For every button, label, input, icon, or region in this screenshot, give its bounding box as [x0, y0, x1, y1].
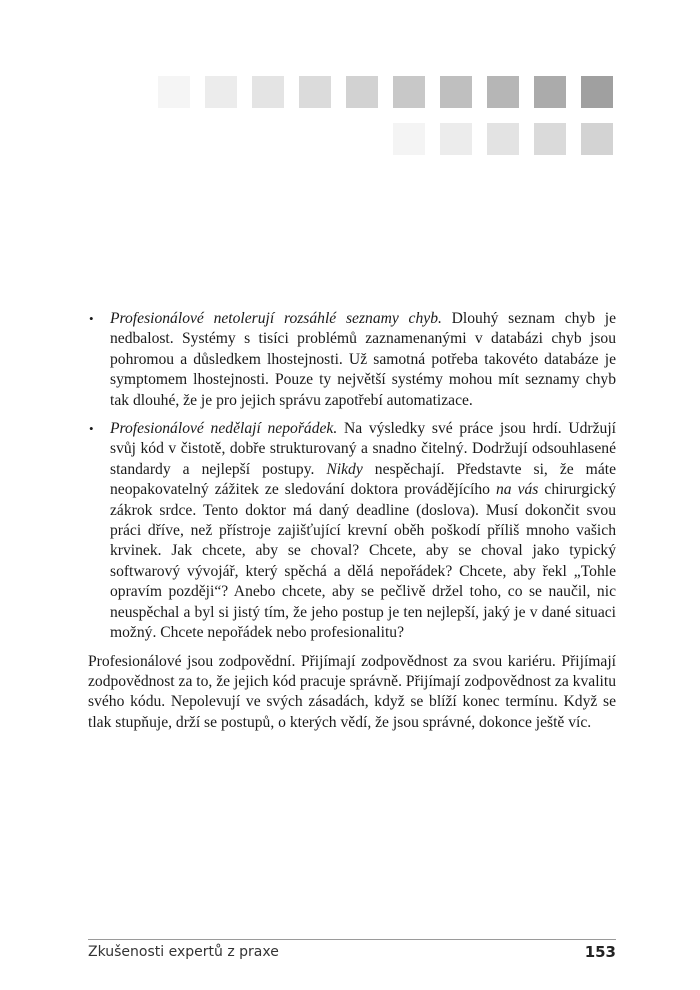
- list-item-text: Dlouhý seznam chyb je nedbalost. Systémy s tisíci problémů zaznamenanými v databázi chyb jsou pohromou a důsledkem lhostejnosti. Už samotná potřeba takovéto databáze je symptomem lhostejnosti. Pouze ty největší systémy mohou mít seznamy chyb tak dlouhé, že je pro jejich správu zapotřebí automatizace.: [110, 310, 617, 409]
- decorative-square: [205, 76, 237, 108]
- decorative-square: [581, 123, 613, 155]
- decorative-square: [581, 76, 613, 108]
- footer-rule: [88, 939, 616, 940]
- bullet-list: [88, 309, 616, 644]
- bullet-icon: •: [89, 311, 94, 326]
- decorative-square: [534, 123, 566, 155]
- running-footer-title: Zkušenosti expertů z praxe: [88, 944, 279, 960]
- page-body: [88, 309, 616, 733]
- list-item: [88, 419, 616, 643]
- decorative-square: [440, 123, 472, 155]
- body-paragraph: Profesionálové jsou zodpovědní. Přijímají zodpovědnost za svou kariéru. Přijímají zodpovědnost za to, že jejich kód pracuje správně. Přijímají zodpovědnost za kvalitu svého kódu. Nepolevují ve svých zásadách, když se blíží konec termínu. Když se tlak stupňuje, drží se postupů, o kterých vědí, že jsou správné, dokonce ještě víc.: [88, 652, 616, 731]
- list-item-text: chirurgický zákrok srdce. Tento doktor má daný deadline (doslova). Musí dokončit svou práci dříve, než přístroje zajišťující krevní oběh poškodí příliš mnoho vašich krvinek. Jak chcete, aby se choval? Chcete, aby se choval jako typický softwarový vývojář, který spěchá a dělá nepořádek? Chcete, aby řekl „Tohle opravím později“? Anebo chcete, aby se pečlivě držel toho, co se naučil, nic neuspěchal a byl si jistý tím, že jeho postup je ten nejlepší, jaký je v dané situaci možný. Chcete nepořádek nebo profesionalitu?: [110, 481, 616, 642]
- decorative-square: [158, 76, 190, 108]
- decorative-square: [487, 76, 519, 108]
- decorative-square: [534, 76, 566, 108]
- list-item-text: nespěchají. Představte si, že máte neopakovatelný zážitek ze sledování doktora provádějícího: [110, 460, 616, 499]
- decorative-square: [440, 76, 472, 108]
- decorative-square: [252, 76, 284, 108]
- decorative-square-pattern: [0, 0, 700, 170]
- list-item-lead: Profesionálové netolerují rozsáhlé seznamy chyb.: [110, 310, 442, 327]
- page-number: 153: [584, 943, 616, 961]
- decorative-square: [393, 123, 425, 155]
- emphasis-text: na vás: [495, 481, 539, 499]
- decorative-square: [393, 76, 425, 108]
- decorative-square: [299, 76, 331, 108]
- bullet-icon: •: [89, 421, 94, 437]
- list-item-text: Na výsledky své práce jsou hrdí. Udržují svůj kód v čistotě, dobře strukturovaný a snadno čitelný. Dodržují odsouhlasené standardy a nejlepší postupy.: [110, 420, 616, 478]
- decorative-square: [346, 76, 378, 108]
- decorative-square: [487, 123, 519, 155]
- emphasis-text: Nikdy: [326, 460, 363, 478]
- list-item: [88, 309, 616, 411]
- list-item-lead: Profesionálové nedělají nepořádek.: [110, 420, 338, 438]
